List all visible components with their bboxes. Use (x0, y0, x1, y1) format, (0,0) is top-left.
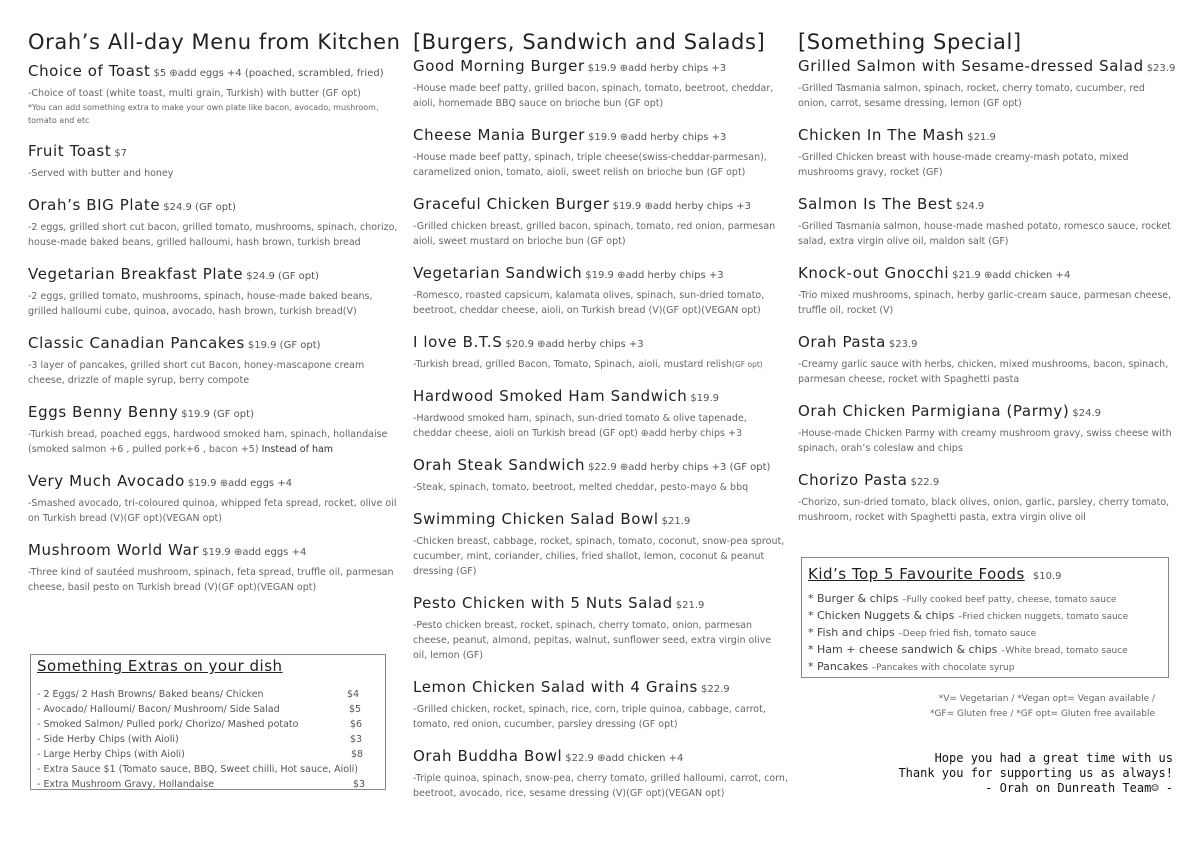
menu-item (28, 402, 398, 457)
kids-title: Kid’s Top 5 Favourite Foods (808, 565, 1025, 583)
extra-label: - Extra Mushroom Gravy, Hollandaise (37, 779, 215, 790)
item-name: Orah Steak Sandwich (413, 456, 586, 474)
kids-item (808, 625, 1162, 642)
item-price: $21.9 ⊕add chicken +4 (952, 270, 1071, 281)
item-name: Grilled Salmon with Sesame-dressed Salad (798, 57, 1144, 75)
section-title: Orah’s All-day Menu from Kitchen (28, 30, 401, 54)
item-name: Swimming Chicken Salad Bowl (413, 510, 659, 528)
item-price: $23.9 (1146, 63, 1176, 74)
menu-item (28, 61, 398, 127)
extra-label: - 2 Eggs/ 2 Hash Browns/ Baked beans/ Chicken (37, 689, 264, 700)
item-name: Salmon Is The Best (798, 195, 953, 213)
item-name: Vegetarian Sandwich (413, 264, 583, 282)
kids-item (808, 591, 1162, 608)
item-price: $19.9 ⊕add herby chips +3 (588, 132, 727, 143)
item-price: $19.9 (690, 393, 720, 404)
menu-item (798, 332, 1173, 387)
extra-price: $3 (353, 779, 366, 790)
menu-item (28, 141, 398, 181)
item-name: Very Much Avocado (28, 472, 185, 490)
extras-box (30, 654, 386, 790)
item-name: Vegetarian Breakfast Plate (28, 265, 244, 283)
item-description-text: -Turkish bread, poached eggs, hardwood smoked ham, spinach, hollandaise (smoked salmon +6 , pulled pork+6 , bacon +5) (28, 429, 388, 455)
item-description (28, 427, 398, 457)
item-description: -Pesto chicken breast, rocket, spinach, cherry tomato, onion, parmesan cheese, peanut, almond, pepitas, walnut, sunflower seed, extra virgin olive oil, lemon (GF) (413, 620, 772, 661)
section-title: [Something Special] (798, 30, 1022, 54)
kids-item-desc: –Deep fried fish, tomato sauce (898, 629, 1037, 639)
item-name: Chorizo Pasta (798, 471, 908, 489)
item-name: Orah’s BIG Plate (28, 196, 161, 214)
item-price: $19.9 (GF opt) (181, 409, 254, 420)
item-price: $19.9 ⊕add herby chips +3 (585, 270, 724, 281)
menu-item (28, 471, 398, 526)
item-price: $19.9 ⊕add eggs +4 (187, 478, 293, 489)
item-price: $7 (114, 148, 128, 159)
item-description: -Grilled chicken breast, grilled bacon, spinach, tomato, red onion, parmesan aioli, sweet mustard on brioche bun (GF opt) (413, 221, 776, 247)
item-description: -Romesco, roasted capsicum, kalamata olives, spinach, sun-dried tomato, beetroot, cheddar cheese, aioli, on Turkish bread (V)(GF opt)(VEGAN opt) (413, 290, 765, 316)
menu-item (798, 470, 1173, 525)
menu-item (413, 509, 788, 579)
item-description: -Grilled Tasmania salmon, house-made mashed potato, romesco sauce, rocket salad, extra virgin olive oil, maldon salt (GF) (798, 221, 1171, 247)
item-name: Classic Canadian Pancakes (28, 334, 245, 352)
extra-price: $3 (350, 734, 363, 745)
item-price: $22.9 ⊕add chicken +4 (565, 753, 684, 764)
item-description: -House made beef patty, grilled bacon, spinach, tomato, beetroot, cheddar, aioli, homemade BBQ sauce on brioche bun (GF opt) (413, 83, 774, 109)
extra-row (37, 747, 379, 762)
extra-label: - Smoked Salmon/ Pulled pork/ Chorizo/ Mashed potato (37, 719, 299, 730)
menu-item (413, 332, 788, 372)
item-price: $24.9 (1072, 408, 1101, 419)
item-description: -2 eggs, grilled tomato, mushrooms, spinach, house-made baked beans, grilled halloumi cube, quinoa, avocado, hash brown, turkish bread(V) (28, 291, 373, 317)
kids-menu-box (801, 557, 1169, 678)
item-price: $5 ⊕add eggs +4 (poached, scrambled, fried) (153, 68, 384, 79)
item-price: $22.9 ⊕add herby chips +3 (GF opt) (588, 462, 771, 473)
item-name: Fruit Toast (28, 142, 112, 160)
extra-row (37, 702, 379, 717)
legend-line: *GF= Gluten free / *GF opt= Gluten free available (929, 709, 1155, 719)
menu-item (798, 401, 1173, 456)
item-price: $24.9 (955, 201, 985, 212)
item-description: -Served with butter and honey (28, 168, 174, 179)
item-name: Orah Chicken Parmigiana (Parmy) (798, 402, 1070, 420)
item-name: Graceful Chicken Burger (413, 195, 610, 213)
item-description: -Choice of toast (white toast, multi grain, Turkish) with butter (GF opt) (28, 88, 361, 99)
item-name: Chicken In The Mash (798, 126, 965, 144)
kids-item-desc: –Fully cooked beef patty, cheese, tomato sauce (901, 595, 1117, 605)
menu-item (413, 677, 788, 732)
item-price: $21.9 (675, 600, 705, 611)
item-description-small: (GF opt) (732, 360, 763, 369)
item-description: -House-made Chicken Parmy with creamy mushroom gravy, swiss cheese with spinach, orah’s coleslaw and chips (798, 428, 1172, 454)
item-description: -Grilled chicken, rocket, spinach, rice, corn, triple quinoa, cabbage, carrot, tomato, red onion, cucumber, parsley dressing (GF opt) (413, 704, 766, 730)
menu-item (798, 56, 1176, 111)
extra-price: $4 (347, 689, 360, 700)
menu-item (28, 333, 398, 388)
item-description: -Grilled Chicken breast with house-made creamy-mash potato, mixed mushrooms gravy, rocket (GF) (798, 152, 1129, 178)
thanks-line: - Orah on Dunreath Team☺ - (985, 781, 1173, 795)
kids-price: $10.9 (1032, 571, 1062, 582)
item-price: $19.9 ⊕add herby chips +3 (612, 201, 751, 212)
item-description (413, 357, 788, 372)
extra-row (37, 687, 379, 702)
item-name: Pesto Chicken with 5 Nuts Salad (413, 594, 673, 612)
extra-price: $6 (350, 719, 363, 730)
item-note: *You can add something extra to make your own plate like bacon, avocado, mushroom, tomato and etc (28, 103, 379, 125)
menu-item (413, 56, 788, 111)
thank-you-note (850, 751, 1173, 796)
kids-header (808, 564, 1162, 583)
menu-item (413, 386, 788, 441)
menu-item (413, 263, 788, 318)
kids-item-name: * Pancakes (808, 660, 869, 673)
column-breakfast (28, 30, 401, 609)
extra-label: - Extra Sauce $1 (Tomato sauce, BBQ, Sweet chilli, Hot sauce, Aioli) (37, 764, 359, 775)
kids-item-desc: –Pancakes with chocolate syrup (871, 663, 1015, 673)
section-title: [Burgers, Sandwich and Salads] (413, 30, 766, 54)
kids-item (808, 608, 1162, 625)
item-description: -Steak, spinach, tomato, beetroot, melted cheddar, pesto-mayo & bbq (413, 482, 749, 493)
item-price: $20.9 ⊕add herby chips +3 (505, 339, 644, 350)
extra-row (37, 732, 379, 747)
item-name: Lemon Chicken Salad with 4 Grains (413, 678, 698, 696)
item-price: $22.9 (910, 477, 940, 488)
menu-item (413, 746, 788, 801)
menu-item (28, 195, 398, 250)
item-price: $19.9 ⊕add eggs +4 (202, 547, 307, 558)
extra-price: $8 (351, 749, 364, 760)
item-description: -Hardwood smoked ham, spinach, sun-dried tomato & olive tapenade, cheddar cheese, aioli on Turkish bread (GF opt) ⊕add herby chips +3 (413, 413, 747, 439)
kids-item-name: * Ham + cheese sandwich & chips (808, 643, 998, 656)
item-name: Good Morning Burger (413, 57, 585, 75)
item-price: $21.9 (661, 516, 691, 527)
menu-item (413, 455, 788, 495)
item-price: $21.9 (967, 132, 996, 143)
item-description: -Trio mixed mushrooms, spinach, herby garlic-cream sauce, parmesan cheese, truffle oil, rocket (V) (798, 290, 1172, 316)
item-name: Orah Pasta (798, 333, 886, 351)
item-price: $22.9 (700, 684, 730, 695)
thanks-line: Hope you had a great time with us (934, 751, 1173, 765)
extra-row (37, 717, 379, 732)
item-description: -Three kind of sautéed mushroom, spinach, feta spread, truffle oil, parmesan cheese, basil pesto on Turkish bread (V)(GF opt)(VEGAN opt) (28, 567, 394, 593)
item-name: Eggs Benny Benny (28, 403, 179, 421)
item-name: Hardwood Smoked Ham Sandwich (413, 387, 688, 405)
kids-item-desc: –White bread, tomato sauce (1000, 646, 1128, 656)
kids-item-name: * Fish and chips (808, 626, 895, 639)
item-description: -Creamy garlic sauce with herbs, chicken, mixed mushrooms, bacon, spinach, parmesan cheese, rocket with Spaghetti pasta (798, 359, 1169, 385)
kids-item-desc: –Fried chicken nuggets, tomato sauce (957, 612, 1129, 622)
item-description: -Chicken breast, cabbage, rocket, spinach, tomato, coconut, snow-pea sprout, cucumber, mint, coriander, chilies, fried shallot, lemon, coconut & peanut dressing (GF) (413, 536, 785, 577)
extra-price: $5 (349, 704, 362, 715)
item-price: $23.9 (888, 339, 918, 350)
item-price: $19.9 ⊕add herby chips +3 (587, 63, 727, 74)
kids-item-name: * Burger & chips (808, 592, 899, 605)
item-description: -Chorizo, sun-dried tomato, black olives, onion, garlic, parsley, cherry tomato, mushroom, rocket with Spaghetti pasta, extra virgin olive oil (798, 497, 1170, 523)
item-name: I love B.T.S (413, 333, 503, 351)
item-description-text: -Turkish bread, grilled Bacon, Tomato, Spinach, aioli, mustard relish (413, 359, 733, 370)
item-description: -Grilled Tasmania salmon, spinach, rocket, cherry tomato, cucumber, red onion, carrot, sesame dressing, lemon (GF opt) (798, 83, 1145, 109)
item-description: -House made beef patty, spinach, triple cheese(swiss-cheddar-parmesan), caramelized onion, tomato, aioli, sweet relish on brioche bun (GF opt) (413, 152, 767, 178)
item-price: $24.9 (GF opt) (163, 202, 236, 213)
kids-item (808, 642, 1162, 659)
menu-item (28, 540, 398, 595)
kids-item-name: * Chicken Nuggets & chips (808, 609, 955, 622)
extras-title: Something Extras on your dish (37, 657, 283, 675)
item-price: $24.9 (GF opt) (246, 271, 319, 282)
menu-item (798, 125, 1173, 180)
item-description-extra: Instead of ham (261, 444, 334, 455)
extra-row (37, 777, 379, 792)
menu-item (798, 263, 1173, 318)
menu-item (28, 264, 398, 319)
menu-item (413, 593, 788, 663)
item-description: -Triple quinoa, spinach, snow-pea, cherry tomato, grilled halloumi, carrot, corn, beetroot, avocado, rice, sesame dressing (V)(GF opt)(VEGAN opt) (413, 773, 788, 799)
item-price: $19.9 (GF opt) (247, 340, 321, 351)
item-name: Cheese Mania Burger (413, 126, 586, 144)
thanks-line: Thank you for supporting us as always! (898, 766, 1173, 780)
column-specials (798, 30, 1176, 539)
extra-label: - Large Herby Chips (with Aioli) (37, 749, 185, 760)
extra-label: - Side Herby Chips (with Aioli) (37, 734, 179, 745)
menu-item (798, 194, 1173, 249)
column-burgers (413, 30, 788, 815)
extra-label: - Avocado/ Halloumi/ Bacon/ Mushroom/ Side Salad (37, 704, 280, 715)
item-name: Mushroom World War (28, 541, 200, 559)
extra-row (37, 762, 379, 777)
menu-item (413, 194, 788, 249)
item-name: Knock-out Gnocchi (798, 264, 950, 282)
item-description: -2 eggs, grilled short cut bacon, grilled tomato, mushrooms, spinach, chorizo, house-made baked beans, grilled halloumi, hash brown, turkish bread (28, 222, 398, 248)
item-description: -3 layer of pancakes, grilled short cut Bacon, honey-mascapone cream cheese, drizzle of maple syrup, berry compote (28, 360, 365, 386)
item-name: Choice of Toast (28, 62, 151, 80)
legend-line: *V= Vegetarian / *Vegan opt= Vegan available / (938, 694, 1155, 704)
item-name: Orah Buddha Bowl (413, 747, 563, 765)
item-description: -Smashed avocado, tri-coloured quinoa, whipped feta spread, rocket, olive oil on Turkish bread (V)(GF opt)(VEGAN opt) (28, 498, 397, 524)
kids-item (808, 659, 1162, 676)
menu-item (413, 125, 788, 180)
dietary-legend (895, 692, 1155, 722)
